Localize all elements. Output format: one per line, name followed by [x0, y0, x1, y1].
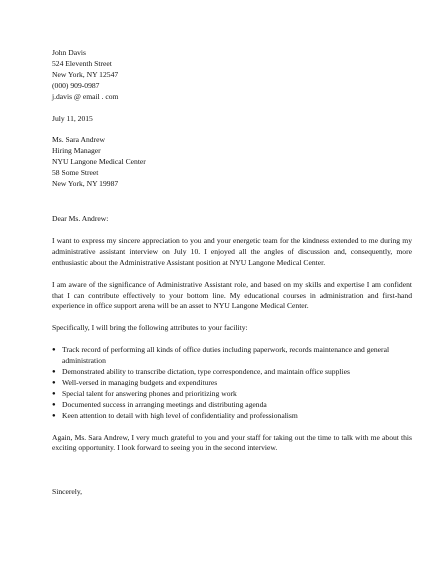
recipient-name: Ms. Sara Andrew: [52, 135, 105, 145]
spacer: [52, 312, 412, 323]
list-item: ● Track record of performing all kinds of office duties including paperwork, records maintenance and general administration: [52, 345, 412, 367]
recipient-company: NYU Langone Medical Center: [52, 157, 146, 167]
recipient-street: 58 Some Street: [52, 168, 99, 178]
spacer: [52, 454, 412, 465]
spacer: [52, 203, 412, 214]
spacer: [52, 334, 412, 345]
paragraph-3: Specifically, I will bring the following attributes to your facility:: [52, 323, 248, 333]
sender-city: New York, NY 12547: [52, 69, 119, 79]
paragraph-2: I am aware of the significance of Administrative Assistant role, and based on my skills and expertise I am confident that I can contribute effectively to your bottom line. My educational courses in administration and first-hand experience in office support arena will be an asset to NYU Langone Medical Center.: [52, 279, 412, 311]
spacer: [52, 124, 412, 135]
list-item: ● Documented success in arranging meetings and distributing agenda: [52, 400, 412, 411]
spacer: [52, 225, 412, 236]
sender-email: j.davis @ email . com: [52, 91, 119, 101]
sender-name: John Davis: [52, 48, 86, 57]
recipient-title: Hiring Manager: [52, 146, 101, 156]
closing: Sincerely,: [52, 487, 83, 497]
sender-street: 524 Eleventh Street: [52, 58, 112, 68]
spacer: [52, 465, 412, 476]
sender-phone: (000) 909-0987: [52, 80, 100, 90]
attributes-list: [52, 345, 412, 421]
list-item: ● Special talent for answering phones and prioritizing work: [52, 389, 412, 400]
spacer: [52, 190, 412, 203]
recipient-city: New York, NY 19987: [52, 179, 119, 189]
salutation: Dear Ms. Andrew:: [52, 213, 109, 223]
paragraph-4: Again, Ms. Sara Andrew, I very much grateful to you and your staff for taking out the time to talk with me about this exciting opportunity. I look forward to seeing you in the second interview.: [52, 432, 412, 453]
list-item: ● Well-versed in managing budgets and expenditures: [52, 378, 412, 389]
list-item: ● Keen attention to detail with high level of confidentiality and professionalism: [52, 411, 412, 422]
paragraph-1: I want to express my sincere appreciation to you and your energetic team for the kindness extended to me during my administrative assistant interview on July 10. I enjoyed all the angles of discussion and, consequently, more enthusiastic about the Administrative Assistant position at NYU Langone Medical Center.: [52, 235, 412, 267]
spacer: [52, 269, 412, 280]
cover-letter: [52, 48, 412, 498]
spacer: [52, 103, 412, 114]
list-item: ● Demonstrated ability to transcribe dictation, type correspondence, and maintain office supplies: [52, 367, 412, 378]
spacer: [52, 476, 412, 487]
letter-date: July 11, 2015: [52, 113, 93, 123]
spacer: [52, 422, 412, 433]
recipient-address: [52, 135, 412, 190]
sender-address: [52, 48, 412, 103]
